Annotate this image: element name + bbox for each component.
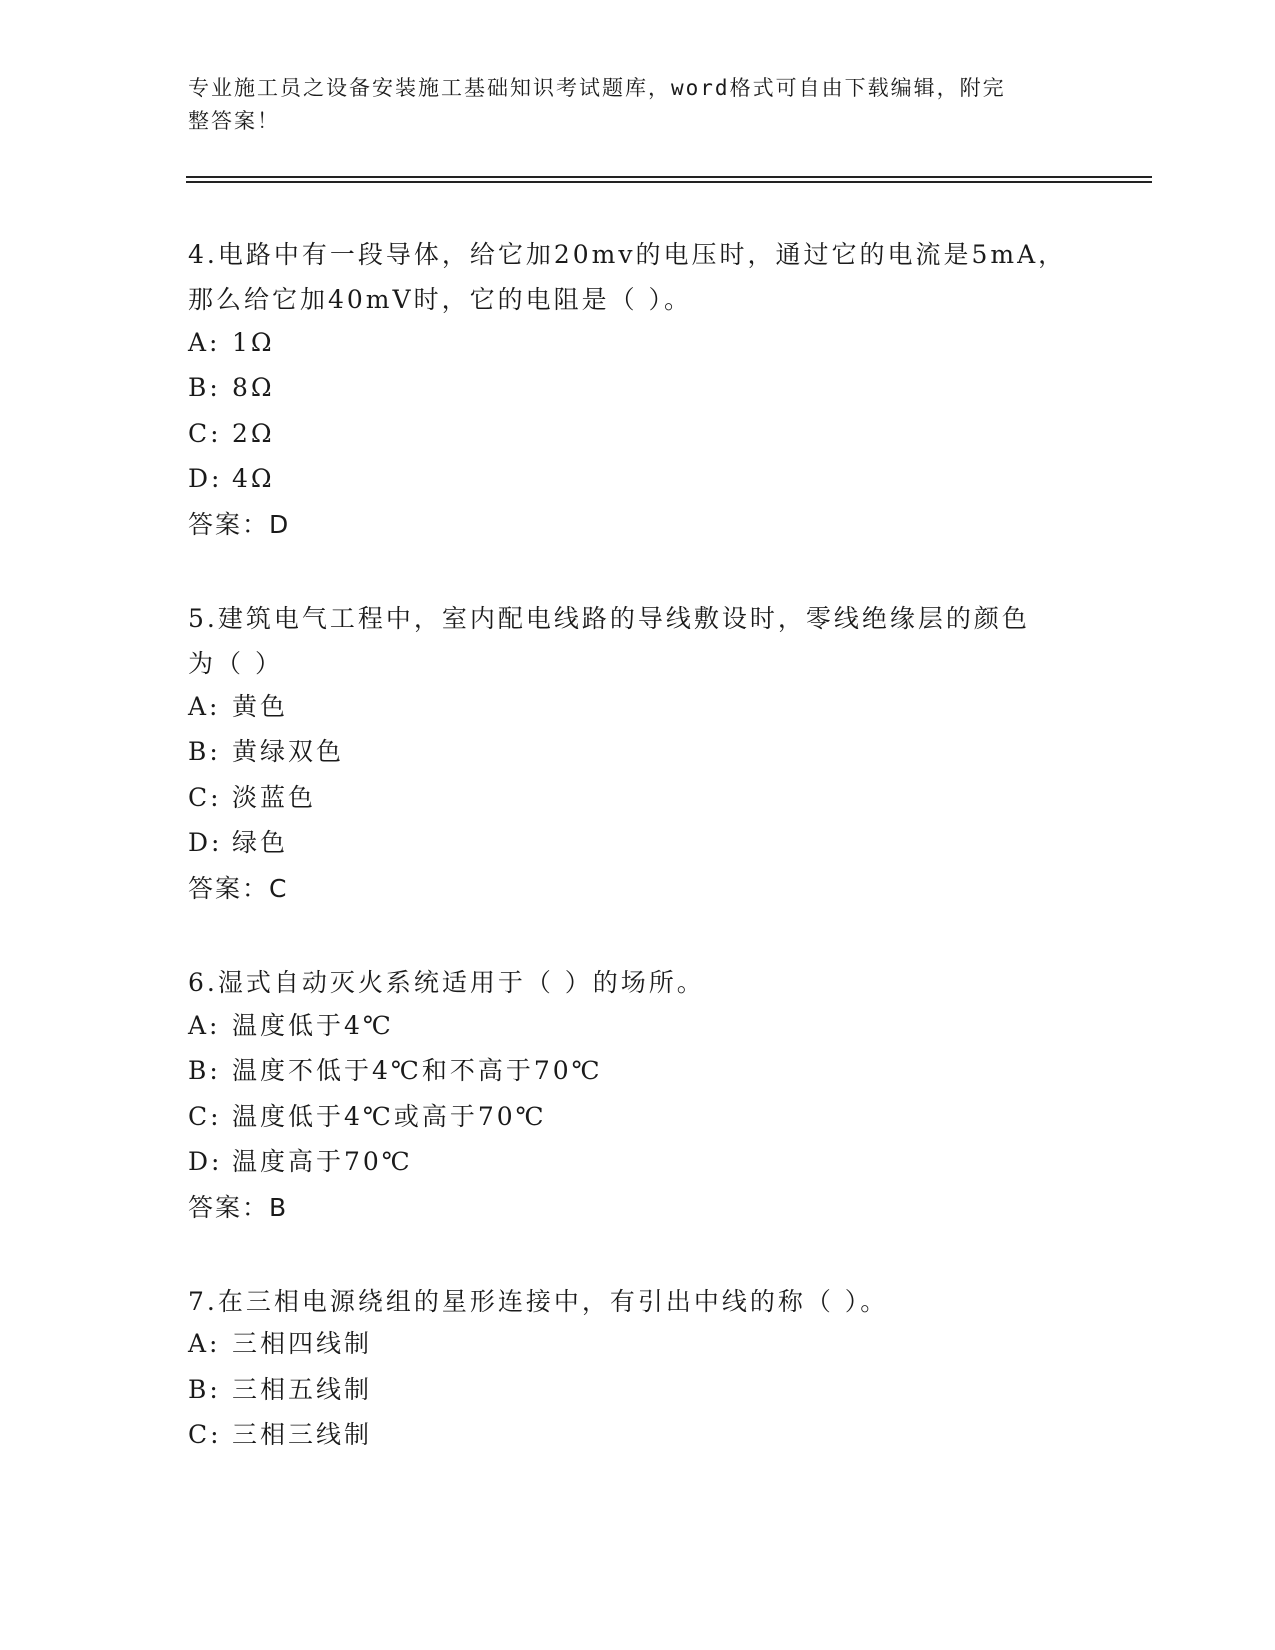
option-text: 温度低于4℃ <box>232 1011 394 1040</box>
question-5-option-d <box>188 828 288 858</box>
header-line-1: 专业施工员之设备安装施工基础知识考试题库，word格式可自由下载编辑，附完 <box>188 76 1006 100</box>
option-text: 三相三线制 <box>232 1420 373 1449</box>
option-letter: A: <box>188 1329 221 1358</box>
question-6-option-a <box>188 1011 394 1041</box>
option-text: 8Ω <box>232 373 275 402</box>
option-letter: A: <box>188 692 221 721</box>
option-letter: C: <box>188 783 222 812</box>
question-7-option-b <box>188 1375 372 1405</box>
question-7-line-1: 7.在三相电源绕组的星形连接中，有引出中线的称（ ）。 <box>188 1287 889 1316</box>
document-header <box>188 72 1068 138</box>
question-6-answer: 答案：B <box>188 1193 289 1222</box>
question-6-option-d <box>188 1147 413 1177</box>
option-text: 温度不低于4℃和不高于70℃ <box>232 1056 603 1085</box>
question-6-option-b <box>188 1056 603 1086</box>
question-4-option-d <box>188 464 275 494</box>
option-letter: A: <box>188 328 221 357</box>
question-5-answer: 答案：C <box>188 874 289 903</box>
option-letter: A: <box>188 1011 221 1040</box>
option-text: 三相四线制 <box>232 1329 373 1358</box>
option-text: 2Ω <box>232 419 275 448</box>
question-4-line-2: 那么给它加40mV时，它的电阻是（ ）。 <box>188 285 693 314</box>
question-7-text <box>188 1279 1068 1324</box>
option-letter: D: <box>188 828 223 857</box>
question-5-text <box>188 596 1068 686</box>
question-7-option-c <box>188 1420 372 1450</box>
option-letter: D: <box>188 464 223 493</box>
question-4-option-a <box>188 328 275 358</box>
question-4-answer: 答案：D <box>188 510 291 539</box>
option-text: 4Ω <box>232 464 275 493</box>
question-5-option-a <box>188 692 288 722</box>
option-letter: B: <box>188 737 221 766</box>
question-7-option-a <box>188 1329 372 1359</box>
header-divider-top <box>186 176 1152 178</box>
question-5-option-b <box>188 737 344 767</box>
question-5-option-c <box>188 783 316 813</box>
option-letter: D: <box>188 1147 223 1176</box>
question-4-option-b <box>188 373 275 403</box>
question-4-option-c <box>188 419 275 449</box>
question-4-text <box>188 232 1068 322</box>
header-divider-bottom <box>186 181 1152 183</box>
question-5-line-2: 为（ ） <box>188 649 283 678</box>
option-text: 黄绿双色 <box>232 737 345 766</box>
option-text: 绿色 <box>232 828 289 857</box>
option-letter: C: <box>188 419 222 448</box>
option-text: 温度高于70℃ <box>232 1147 413 1176</box>
option-letter: B: <box>188 1056 221 1085</box>
option-text: 温度低于4℃或高于70℃ <box>232 1102 547 1131</box>
option-text: 1Ω <box>232 328 275 357</box>
option-text: 三相五线制 <box>232 1375 373 1404</box>
option-letter: B: <box>188 373 221 402</box>
option-letter: C: <box>188 1102 222 1131</box>
option-letter: B: <box>188 1375 221 1404</box>
header-line-2: 整答案！ <box>188 109 280 133</box>
option-letter: C: <box>188 1420 222 1449</box>
question-4-line-1: 4.电路中有一段导体，给它加20mv的电压时，通过它的电流是5mA， <box>188 240 1067 269</box>
question-6-text <box>188 960 1068 1005</box>
option-text: 淡蓝色 <box>232 783 317 812</box>
option-text: 黄色 <box>232 692 289 721</box>
question-5-line-1: 5.建筑电气工程中，室内配电线路的导线敷设时，零线绝缘层的颜色 <box>188 604 1030 633</box>
question-6-line-1: 6.湿式自动灭火系统适用于（ ）的场所。 <box>188 968 705 997</box>
question-6-option-c <box>188 1102 547 1132</box>
